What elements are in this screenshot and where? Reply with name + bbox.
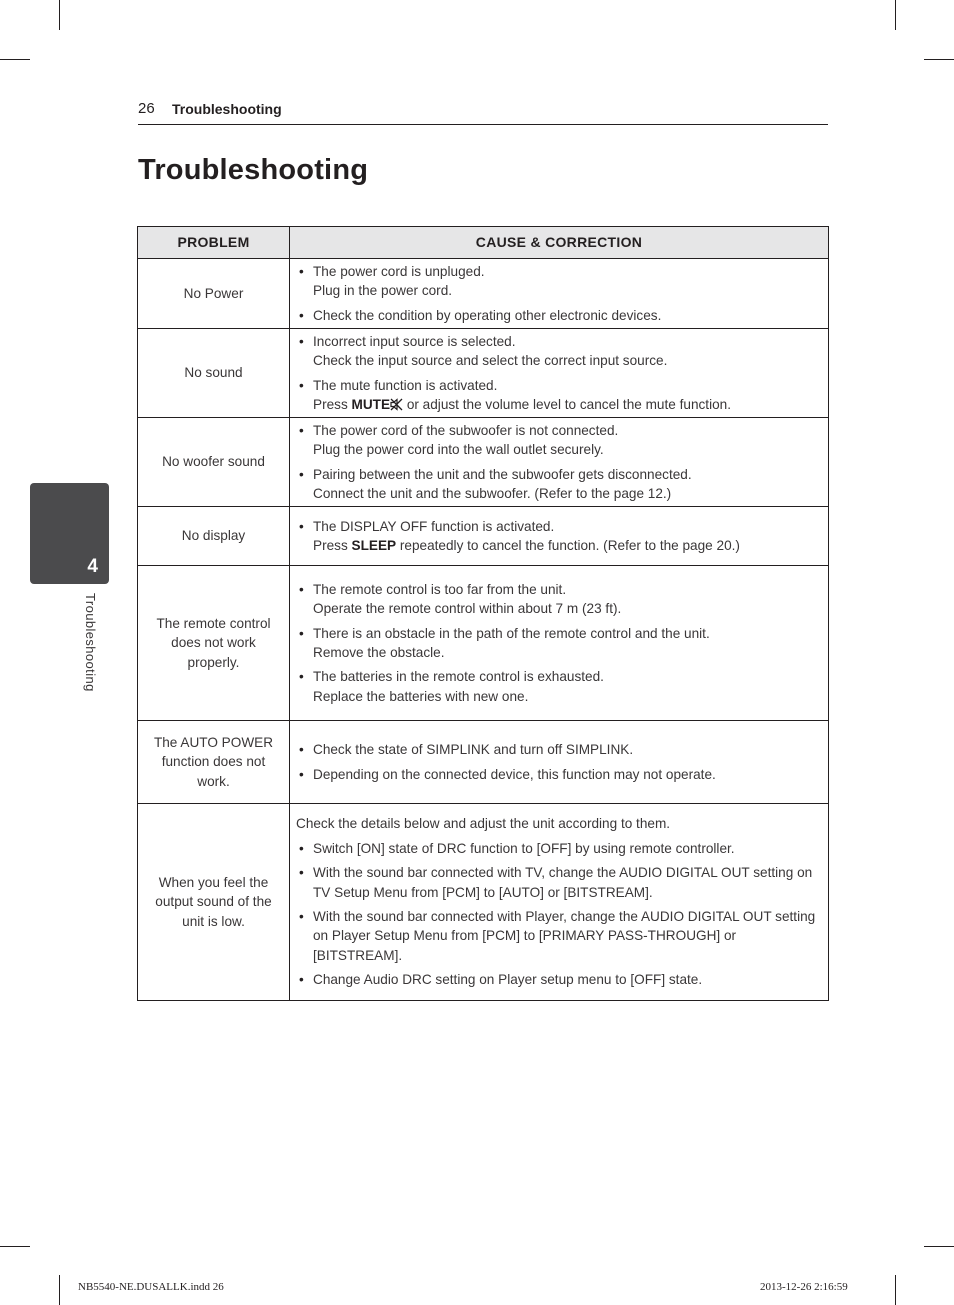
list-item <box>296 262 822 301</box>
column-header-cause: CAUSE & CORRECTION <box>290 227 829 259</box>
crop-mark <box>895 0 896 30</box>
correction-text: Check the input source and select the correct input source. <box>313 353 668 369</box>
chapter-number: 4 <box>87 556 98 577</box>
list-item <box>296 839 822 858</box>
table-header-row <box>138 227 829 259</box>
cause-cell <box>290 418 829 507</box>
page-title: Troubleshooting <box>138 154 369 186</box>
list-item <box>296 332 822 371</box>
cause-cell <box>290 721 829 804</box>
press-text: Press <box>313 396 352 412</box>
list-item <box>296 580 822 619</box>
cause-text: • Check the state of SIMPLINK and turn off SIMPLINK. <box>313 742 634 758</box>
correction-text: Remove the obstacle. <box>313 645 445 660</box>
list-item <box>296 907 822 965</box>
troubleshooting-table <box>137 226 829 1001</box>
column-header-problem: PROBLEM <box>138 227 290 259</box>
list-item <box>296 465 822 504</box>
crop-mark <box>924 1246 954 1247</box>
cause-text: • Check the condition by operating other electronic devices. <box>313 307 662 323</box>
cause-cell <box>290 566 829 721</box>
cause-text: • There is an obstacle in the path of the remote control and the unit. <box>313 625 710 641</box>
table-row <box>138 259 829 329</box>
cause-text: • The power cord is unpluged. <box>313 263 485 279</box>
crop-mark <box>924 59 954 60</box>
list-item <box>296 667 822 706</box>
list-item <box>296 517 822 556</box>
list-item <box>296 624 822 663</box>
problem-cell: No woofer sound <box>138 418 290 507</box>
cause-text: • With the sound bar connected with Player, change the AUDIO DIGITAL OUT setting on Player Setup Menu from [PCM] to [PRIMARY PASS-THROUGH] or [BITSTREAM]. <box>313 909 816 963</box>
cause-text: • The remote control is too far from the unit. <box>313 581 567 597</box>
mute-icon <box>390 398 403 411</box>
cause-text: • Incorrect input source is selected. <box>313 333 516 349</box>
mute-key-label: MUTE <box>351 396 391 412</box>
list-item <box>296 765 822 784</box>
cause-text: • Pairing between the unit and the subwoofer gets disconnected. <box>313 466 692 482</box>
sleep-key-label: SLEEP <box>351 538 397 553</box>
crop-mark <box>0 59 30 60</box>
list-item <box>296 421 822 460</box>
correction-text <box>313 395 822 414</box>
correction-text: Connect the unit and the subwoofer. (Refer to the page 12.) <box>313 485 672 501</box>
page-number: 26 <box>138 100 155 117</box>
correction-text: Plug in the power cord. <box>313 283 453 299</box>
lead-text: Check the details below and adjust the unit according to them. <box>296 816 671 832</box>
correction-text: Replace the batteries with new one. <box>313 688 529 704</box>
list-item <box>296 306 822 325</box>
problem-cell: No display <box>138 507 290 566</box>
table-row <box>138 721 829 804</box>
list-item <box>296 970 822 989</box>
crop-mark <box>59 0 60 30</box>
problem-cell: The remote control does not work properly. <box>138 566 290 721</box>
crop-mark <box>0 1246 30 1247</box>
crop-mark <box>895 1275 896 1305</box>
footer-timestamp: 2013-12-26 2:16:59 <box>760 1281 848 1293</box>
cause-text: • Depending on the connected device, this function may not operate. <box>313 766 716 782</box>
correction-text: Operate the remote control within about 7 m (23 ft). <box>313 601 622 617</box>
cause-text: • The power cord of the subwoofer is not connected. <box>313 422 619 438</box>
footer-file-info: NB5540-NE.DUSALLK.indd 26 <box>78 1281 224 1293</box>
crop-mark <box>59 1275 60 1305</box>
table-row <box>138 418 829 507</box>
correction-rest: or adjust the volume level to cancel the mute function. <box>403 396 731 412</box>
list-item <box>296 376 822 415</box>
problem-cell: The AUTO POWER function does not work. <box>138 721 290 804</box>
press-text: Press <box>313 538 352 553</box>
cause-text: • Change Audio DRC setting on Player setup menu to [OFF] state. <box>313 972 703 988</box>
correction-text <box>313 536 822 555</box>
table-row <box>138 507 829 566</box>
cause-text: • The batteries in the remote control is exhausted. <box>313 669 604 685</box>
list-item <box>296 740 822 759</box>
cause-text: • The DISPLAY OFF function is activated. <box>313 518 555 534</box>
cause-cell <box>290 804 829 1001</box>
cause-text: • With the sound bar connected with TV, change the AUDIO DIGITAL OUT setting on TV Setup Menu from [PCM] to [AUTO] or [BITSTREAM]. <box>313 865 813 900</box>
problem-cell: No Power <box>138 259 290 329</box>
chapter-tab <box>30 483 109 584</box>
table-row <box>138 329 829 418</box>
table-row <box>138 804 829 1001</box>
table-row <box>138 566 829 721</box>
problem-cell: When you feel the output sound of the unit is low. <box>138 804 290 1001</box>
cause-cell <box>290 329 829 418</box>
problem-cell: No sound <box>138 329 290 418</box>
running-section-title: Troubleshooting <box>172 101 282 117</box>
cause-cell <box>290 507 829 566</box>
correction-text: Plug the power cord into the wall outlet securely. <box>313 442 604 458</box>
list-item <box>296 863 822 902</box>
correction-rest: repeatedly to cancel the function. (Refer to the page 20.) <box>396 538 740 553</box>
cause-cell <box>290 259 829 329</box>
chapter-tab-label: Troubleshooting <box>83 593 98 692</box>
cause-text: • The mute function is activated. <box>313 377 498 393</box>
cause-text: • Switch [ON] state of DRC function to [OFF] by using remote controller. <box>313 840 735 856</box>
running-header <box>138 100 828 125</box>
